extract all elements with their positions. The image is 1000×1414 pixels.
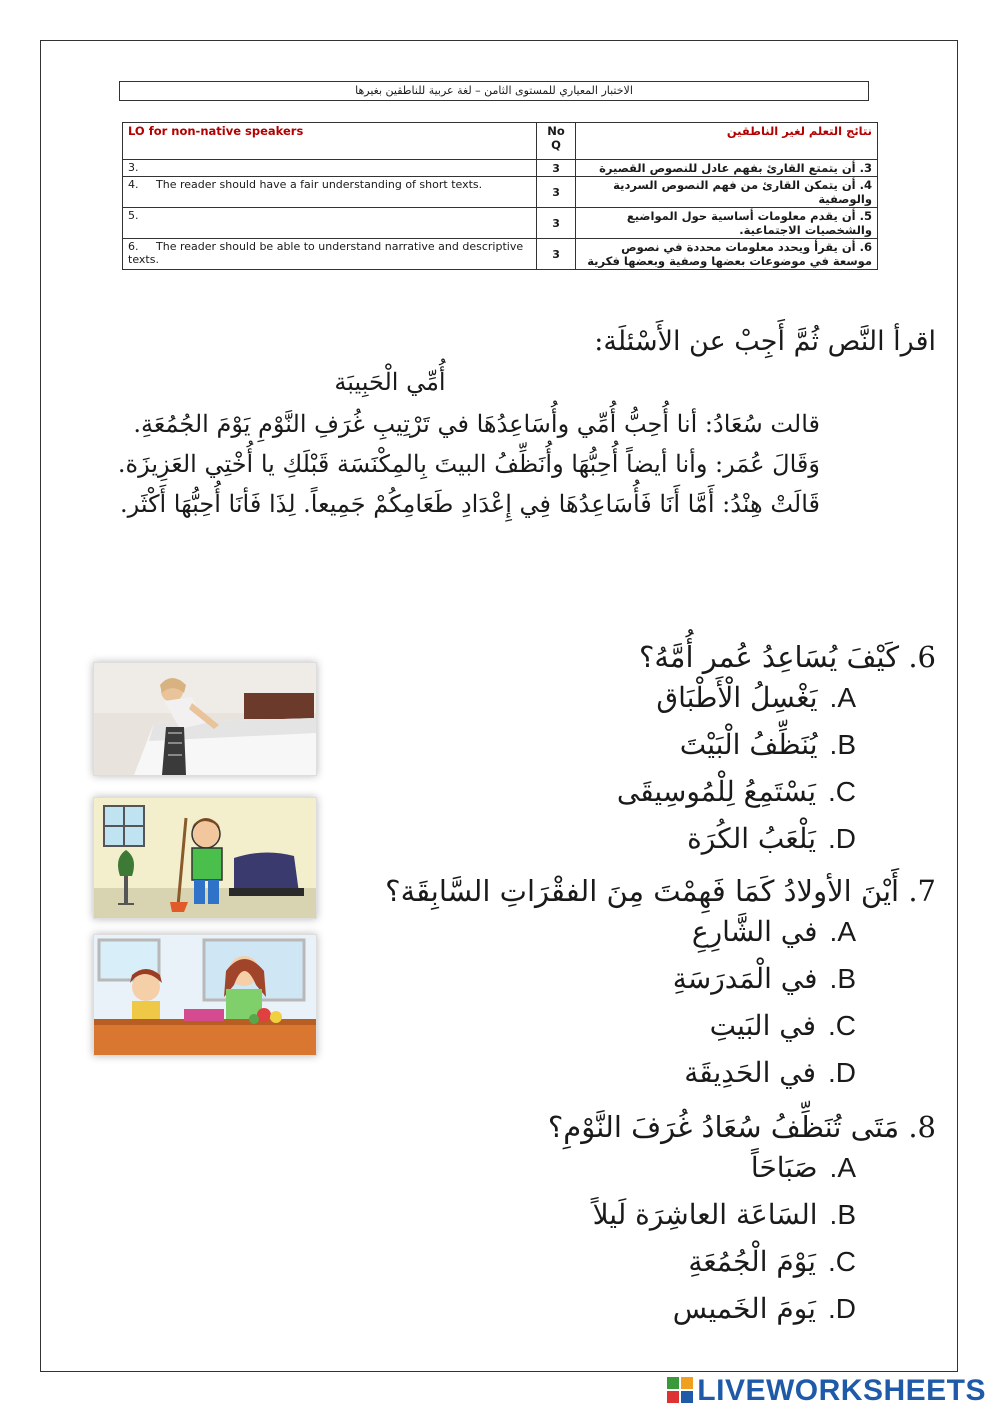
- option-a[interactable]: [617, 674, 856, 721]
- instruction: اقرأ النَّص ثُمَّ أَجِبْ عن الأَسْئلَة:: [594, 326, 936, 357]
- table-row: [123, 239, 878, 270]
- question-6: [617, 640, 936, 862]
- brand-logo: [667, 1374, 986, 1408]
- passage-line: وَقَالَ عُمَر: وأنا أيضاً أُحِبُّهَا وأُنَظِّفُ البيتَ بِالمِكْنَسَة قَبْلَكِ يا أُخْتِي العَزِيزَة.: [117, 450, 820, 478]
- row-noq: 3: [536, 208, 576, 239]
- question-7: [385, 874, 936, 1096]
- row-ar-text: 4. أن يتمكن القارئ من فهم النصوص السردية والوصفية: [576, 177, 878, 208]
- option-text: في الْمَدرَسَةِ: [672, 962, 818, 995]
- option-letter: D.: [827, 823, 856, 854]
- row-ar-text: 5. أن يقدم معلومات أساسية حول المواضيع والشخصيات الاجتماعية.: [576, 208, 878, 239]
- option-b[interactable]: [617, 721, 856, 768]
- col-noq-header: No Q: [536, 123, 576, 160]
- table-row: [123, 160, 878, 177]
- passage-title: أُمِّي الْحَبِيبَة: [334, 368, 446, 396]
- option-letter: A.: [829, 682, 856, 713]
- passage-line: قالت سُعَادُ: أنا أُحِبُّ أُمِّي وأُسَاعِدُهَا في تَرْتِيبِ غُرَفِ النَّوْمِ يَوْمَ الجُمُعَةِ.: [133, 410, 820, 438]
- row-ar-text: 3. أن يتمتع القارئ بفهم عادل للنصوص القصيرة: [576, 160, 878, 177]
- row-number: 5.: [128, 209, 139, 222]
- option-text: في الشَّارِعِ: [691, 915, 818, 948]
- col-ar-header: نتائج التعلم لغير الناطقين: [576, 123, 878, 160]
- option-text: في البَيتِ: [709, 1009, 816, 1042]
- question-number: 6.: [908, 640, 936, 674]
- option-b[interactable]: [548, 1191, 856, 1238]
- option-text: يَومَ الخَميس: [672, 1292, 816, 1325]
- row-noq: 3: [536, 160, 576, 177]
- option-d[interactable]: [385, 1049, 856, 1096]
- option-a[interactable]: [385, 908, 856, 955]
- girl-making-bed-image: [93, 662, 317, 776]
- option-letter: A.: [829, 916, 856, 947]
- option-letter: B.: [829, 729, 856, 760]
- option-d[interactable]: [617, 815, 856, 862]
- row-number: 3.: [128, 161, 139, 174]
- option-c[interactable]: [385, 1002, 856, 1049]
- option-text: صَبَاحَاً: [750, 1151, 818, 1184]
- row-en-text: The reader should be able to understand narrative and descriptive texts.: [128, 240, 524, 266]
- option-letter: C.: [827, 1010, 856, 1041]
- option-letter: C.: [827, 776, 856, 807]
- liveworksheets-icon: [667, 1377, 693, 1403]
- option-letter: C.: [827, 1246, 856, 1277]
- option-text: يَوْمَ الْجُمُعَةِ: [688, 1245, 816, 1278]
- row-number: 4.: [128, 178, 139, 191]
- question-8: [548, 1110, 936, 1332]
- option-letter: B.: [829, 963, 856, 994]
- option-text: في الحَدِيقَة: [684, 1056, 816, 1089]
- question-text: مَتَى تُنَظِّفُ سُعَادُ غُرَفَ النَّوْمِ؟: [547, 1110, 900, 1144]
- option-letter: D.: [827, 1057, 856, 1088]
- boy-sweeping-image: [93, 797, 317, 919]
- mother-daughter-cooking-image: [93, 934, 317, 1056]
- exam-title: الاختبار المعياري للمستوى الثامن – لغة عربية للناطقين بغيرها: [119, 81, 869, 101]
- option-letter: A.: [829, 1152, 856, 1183]
- option-c[interactable]: [548, 1238, 856, 1285]
- row-noq: 3: [536, 177, 576, 208]
- option-d[interactable]: [548, 1285, 856, 1332]
- table-header-row: [123, 123, 878, 160]
- table-row: [123, 208, 878, 239]
- option-letter: D.: [827, 1293, 856, 1324]
- table-row: [123, 177, 878, 208]
- row-number: 6.: [128, 240, 139, 253]
- passage: [60, 404, 820, 524]
- option-text: السَاعَة العاشِرَة لَيلاً: [592, 1198, 818, 1231]
- option-text: يَلْعَبُ الكُرَة: [687, 822, 816, 855]
- row-noq: 3: [536, 239, 576, 270]
- question-text: أَيْنَ الأولادُ كَمَا فَهِمْتَ مِنَ الفقْرَاتِ السَّابِقَة؟: [385, 874, 900, 908]
- passage-line: قَالَتْ هِنْدُ: أَمَّا أَنَا فَأُسَاعِدُهَا فِي إِعْدَادِ طَعَامِكُمْ جَمِيعاً. لِذَا فَأنَا أُحِبُّهَا أَكْثَر.: [119, 490, 820, 518]
- row-en-text: The reader should have a fair understanding of short texts.: [156, 178, 483, 191]
- option-text: يُنَظِّفُ الْبَيْتَ: [679, 728, 818, 761]
- option-letter: B.: [829, 1199, 856, 1230]
- question-text: كَيْفَ يُسَاعِدُ عُمر أُمَّهُ؟: [638, 640, 900, 674]
- row-ar-text: 6. أن يقرأ ويحدد معلومات محددة في نصوص موسعة في موضوعات بعضها وصفية وبعضها فكرية: [576, 239, 878, 270]
- col-en-header: LO for non-native speakers: [123, 123, 537, 160]
- option-c[interactable]: [617, 768, 856, 815]
- learning-outcomes-table: [122, 122, 878, 270]
- question-number: 7.: [908, 874, 936, 908]
- option-a[interactable]: [548, 1144, 856, 1191]
- option-b[interactable]: [385, 955, 856, 1002]
- option-text: يَسْتَمِعُ لِلْمُوسِيقَى: [616, 775, 816, 808]
- brand-text: LIVEWORKSHEETS: [697, 1374, 986, 1407]
- option-text: يَغْسِلُ الْأَطْبَاق: [656, 681, 818, 714]
- question-number: 8.: [908, 1110, 936, 1144]
